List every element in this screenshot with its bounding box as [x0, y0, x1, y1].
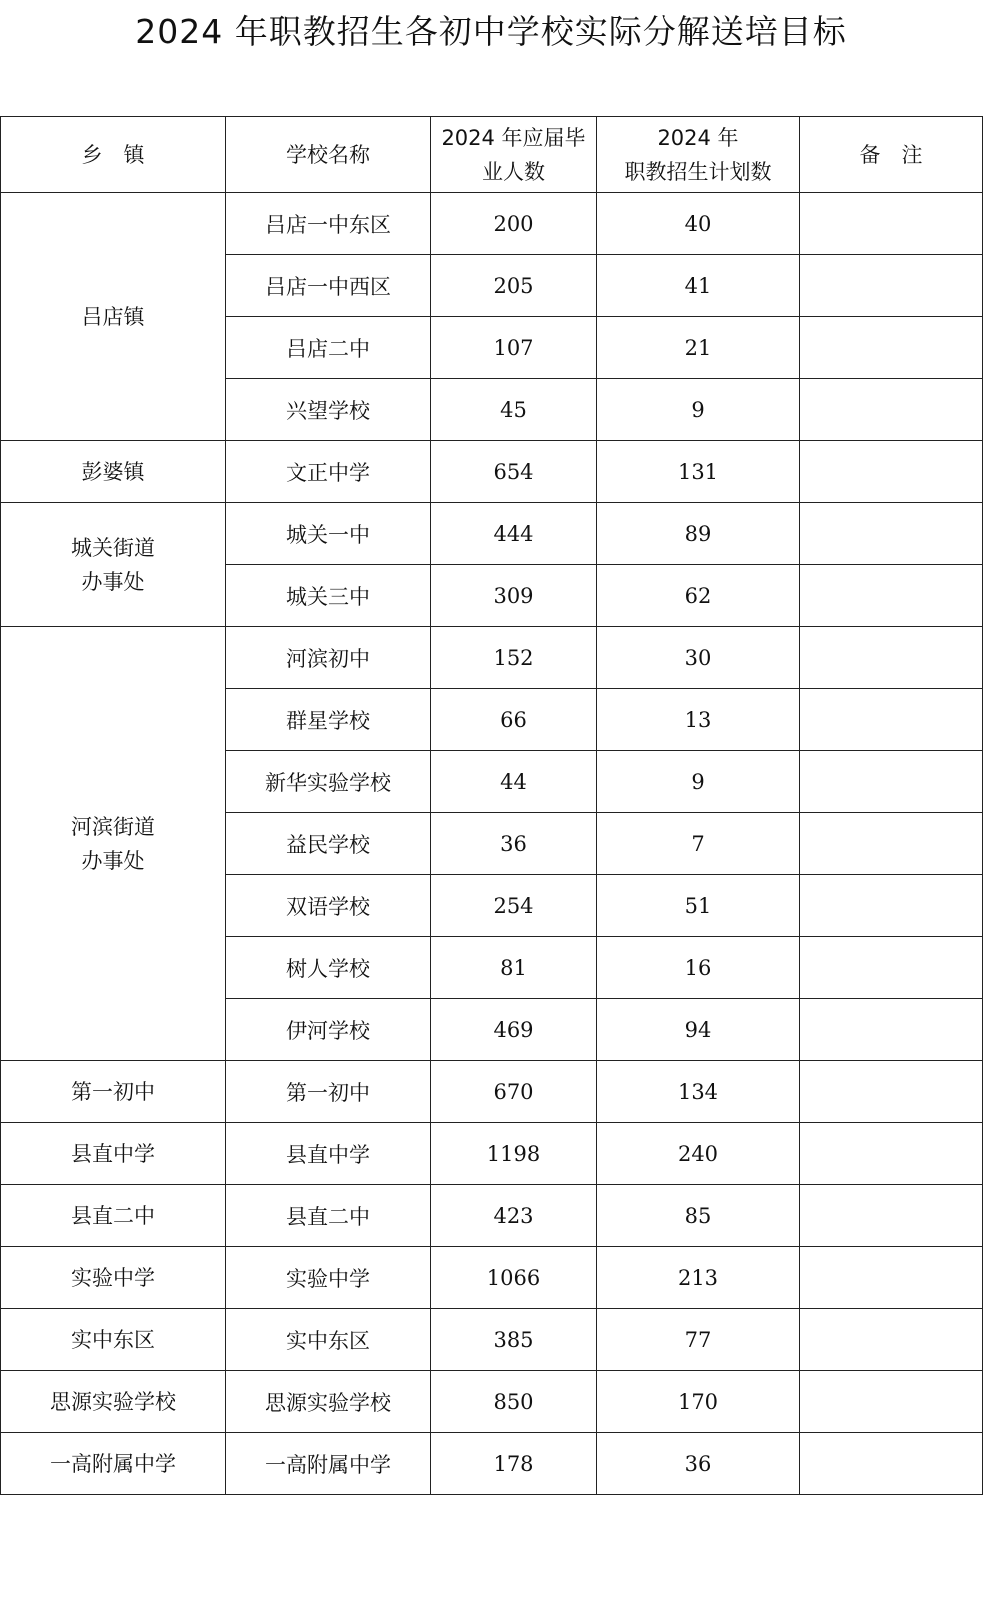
graduates-cell: 200: [431, 193, 597, 255]
plan-cell: 131: [597, 441, 800, 503]
header-grads-line1: 2024 年应届毕: [441, 125, 586, 150]
town-name-line: 思源实验学校: [50, 1389, 176, 1414]
school-name-cell: 县直中学: [226, 1123, 431, 1185]
town-cell: [1, 503, 226, 627]
town-cell: [1, 193, 226, 441]
remark-cell: [800, 1433, 983, 1495]
town-name-line: 办事处: [81, 848, 145, 873]
graduates-cell: 107: [431, 317, 597, 379]
table-row: [1, 503, 983, 565]
town-name-line: 河滨街道: [71, 814, 155, 839]
table-row: [1, 1433, 983, 1495]
header-grads: [431, 117, 597, 193]
table-row: [1, 1371, 983, 1433]
plan-cell: 170: [597, 1371, 800, 1433]
header-row: [1, 117, 983, 193]
remark-cell: [800, 1061, 983, 1123]
school-name-cell: 实验中学: [226, 1247, 431, 1309]
plan-cell: 13: [597, 689, 800, 751]
graduates-cell: 66: [431, 689, 597, 751]
plan-cell: 77: [597, 1309, 800, 1371]
graduates-cell: 850: [431, 1371, 597, 1433]
remark-cell: [800, 689, 983, 751]
graduates-cell: 44: [431, 751, 597, 813]
school-name-cell: 城关一中: [226, 503, 431, 565]
school-name-cell: 实中东区: [226, 1309, 431, 1371]
remark-cell: [800, 627, 983, 689]
remark-cell: [800, 751, 983, 813]
graduates-cell: 205: [431, 255, 597, 317]
table-row: [1, 193, 983, 255]
remark-cell: [800, 503, 983, 565]
graduates-cell: 1198: [431, 1123, 597, 1185]
plan-cell: 51: [597, 875, 800, 937]
plan-cell: 85: [597, 1185, 800, 1247]
remark-cell: [800, 937, 983, 999]
school-name-cell: 吕店二中: [226, 317, 431, 379]
town-name-line: 彭婆镇: [81, 459, 145, 484]
graduates-cell: 670: [431, 1061, 597, 1123]
town-cell: [1, 441, 226, 503]
town-cell: [1, 1061, 226, 1123]
table-body: [1, 193, 983, 1495]
remark-cell: [800, 1247, 983, 1309]
school-name-cell: 兴望学校: [226, 379, 431, 441]
town-name-line: 县直二中: [71, 1203, 155, 1228]
table-row: [1, 1061, 983, 1123]
graduates-cell: 152: [431, 627, 597, 689]
table-row: [1, 441, 983, 503]
town-cell: [1, 1433, 226, 1495]
remark-cell: [800, 1185, 983, 1247]
header-remark: 备 注: [800, 117, 983, 193]
remark-cell: [800, 379, 983, 441]
school-name-cell: 河滨初中: [226, 627, 431, 689]
graduates-cell: 423: [431, 1185, 597, 1247]
table-row: [1, 1185, 983, 1247]
remark-cell: [800, 813, 983, 875]
town-cell: [1, 1123, 226, 1185]
graduates-cell: 309: [431, 565, 597, 627]
plan-cell: 41: [597, 255, 800, 317]
header-plan-line1: 2024 年: [657, 125, 739, 150]
remark-cell: [800, 1123, 983, 1185]
graduates-cell: 385: [431, 1309, 597, 1371]
header-plan: [597, 117, 800, 193]
town-name-line: 城关街道: [71, 535, 155, 560]
school-name-cell: 双语学校: [226, 875, 431, 937]
remark-cell: [800, 317, 983, 379]
school-name-cell: 一高附属中学: [226, 1433, 431, 1495]
plan-cell: 134: [597, 1061, 800, 1123]
school-name-cell: 吕店一中西区: [226, 255, 431, 317]
remark-cell: [800, 1371, 983, 1433]
school-name-cell: 益民学校: [226, 813, 431, 875]
town-cell: [1, 1309, 226, 1371]
school-name-cell: 第一初中: [226, 1061, 431, 1123]
town-name-line: 实验中学: [71, 1265, 155, 1290]
town-name-line: 第一初中: [71, 1079, 155, 1104]
header-school: 学校名称: [226, 117, 431, 193]
town-name-line: 吕店镇: [81, 304, 145, 329]
table-row: [1, 1247, 983, 1309]
header-grads-line2: 业人数: [482, 159, 545, 184]
plan-cell: 30: [597, 627, 800, 689]
plan-cell: 9: [597, 751, 800, 813]
plan-cell: 7: [597, 813, 800, 875]
header-plan-line2: 职教招生计划数: [624, 159, 772, 184]
remark-cell: [800, 999, 983, 1061]
plan-cell: 240: [597, 1123, 800, 1185]
graduates-cell: 36: [431, 813, 597, 875]
plan-cell: 62: [597, 565, 800, 627]
school-name-cell: 伊河学校: [226, 999, 431, 1061]
graduates-cell: 254: [431, 875, 597, 937]
table-row: [1, 1309, 983, 1371]
remark-cell: [800, 441, 983, 503]
school-name-cell: 新华实验学校: [226, 751, 431, 813]
enrollment-table: [0, 116, 983, 1495]
graduates-cell: 444: [431, 503, 597, 565]
table-row: [1, 627, 983, 689]
graduates-cell: 45: [431, 379, 597, 441]
page-title: 2024 年职教招生各初中学校实际分解送培目标: [135, 12, 847, 51]
remark-cell: [800, 193, 983, 255]
school-name-cell: 思源实验学校: [226, 1371, 431, 1433]
plan-cell: 9: [597, 379, 800, 441]
plan-cell: 21: [597, 317, 800, 379]
school-name-cell: 树人学校: [226, 937, 431, 999]
town-cell: [1, 1247, 226, 1309]
plan-cell: 89: [597, 503, 800, 565]
town-name-line: 办事处: [81, 569, 145, 594]
graduates-cell: 81: [431, 937, 597, 999]
plan-cell: 94: [597, 999, 800, 1061]
school-name-cell: 县直二中: [226, 1185, 431, 1247]
town-name-line: 一高附属中学: [50, 1451, 176, 1476]
graduates-cell: 1066: [431, 1247, 597, 1309]
remark-cell: [800, 875, 983, 937]
town-cell: [1, 627, 226, 1061]
town-cell: [1, 1371, 226, 1433]
plan-cell: 40: [597, 193, 800, 255]
graduates-cell: 654: [431, 441, 597, 503]
graduates-cell: 469: [431, 999, 597, 1061]
town-name-line: 县直中学: [71, 1141, 155, 1166]
plan-cell: 16: [597, 937, 800, 999]
remark-cell: [800, 255, 983, 317]
plan-cell: 213: [597, 1247, 800, 1309]
remark-cell: [800, 1309, 983, 1371]
header-town: 乡 镇: [1, 117, 226, 193]
table-row: [1, 1123, 983, 1185]
school-name-cell: 吕店一中东区: [226, 193, 431, 255]
plan-cell: 36: [597, 1433, 800, 1495]
school-name-cell: 文正中学: [226, 441, 431, 503]
school-name-cell: 群星学校: [226, 689, 431, 751]
remark-cell: [800, 565, 983, 627]
graduates-cell: 178: [431, 1433, 597, 1495]
school-name-cell: 城关三中: [226, 565, 431, 627]
town-cell: [1, 1185, 226, 1247]
town-name-line: 实中东区: [71, 1327, 155, 1352]
